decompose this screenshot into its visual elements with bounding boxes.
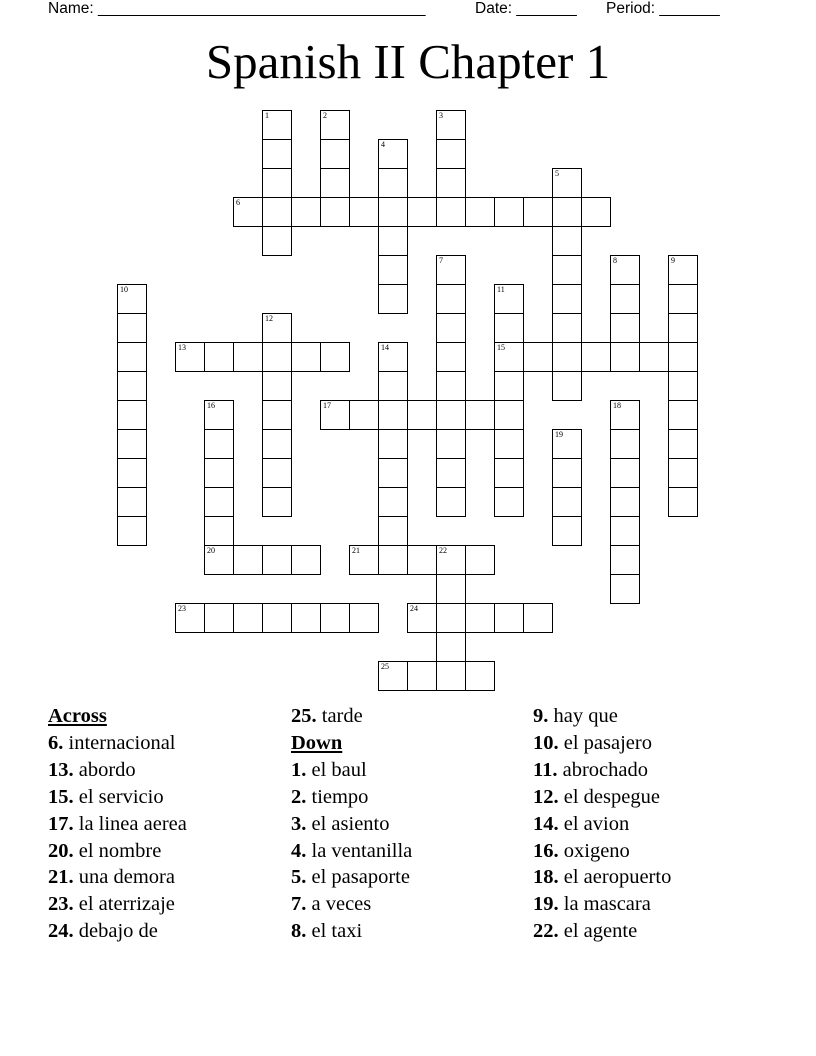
grid-cell[interactable] (668, 429, 698, 459)
grid-cell[interactable] (204, 516, 234, 546)
grid-cell[interactable] (262, 400, 292, 430)
grid-cell[interactable] (407, 400, 437, 430)
grid-cell[interactable] (117, 429, 147, 459)
grid-cell[interactable] (320, 342, 350, 372)
grid-cell[interactable] (378, 458, 408, 488)
grid-cell[interactable] (436, 545, 466, 575)
grid-cell[interactable] (523, 342, 553, 372)
clue-down-9: 9. hay que (533, 705, 618, 727)
clue-column-1 (48, 703, 288, 945)
grid-cell[interactable] (262, 458, 292, 488)
clue-down-14: 14. el avion (533, 812, 630, 835)
grid-cell[interactable] (494, 197, 524, 227)
clue-number: 23 (178, 604, 186, 613)
grid-cell[interactable] (233, 603, 263, 633)
clue-number: 11 (497, 285, 505, 294)
grid-cell[interactable] (668, 255, 698, 285)
grid-cell[interactable] (668, 313, 698, 343)
grid-cell[interactable] (552, 197, 582, 227)
clue-down-11: 11. abrochado (533, 758, 648, 781)
grid-cell[interactable] (378, 371, 408, 401)
clue-down-10: 10. el pasajero (533, 731, 652, 754)
clue-number: 10 (120, 285, 128, 294)
clue-down-1: 1. el baul (291, 758, 367, 781)
grid-cell[interactable] (610, 255, 640, 285)
grid-cell[interactable] (349, 603, 379, 633)
clue-number: 16 (207, 401, 215, 410)
grid-cell[interactable] (494, 603, 524, 633)
clue-number: 6 (236, 198, 240, 207)
grid-cell[interactable] (204, 429, 234, 459)
clue-number: 15 (497, 343, 505, 352)
grid-cell[interactable] (262, 342, 292, 372)
grid-cell[interactable] (436, 661, 466, 691)
grid-cell[interactable] (494, 429, 524, 459)
grid-cell[interactable] (378, 226, 408, 256)
clue-number: 12 (265, 314, 273, 323)
grid-cell[interactable] (378, 545, 408, 575)
clue-across-6: 6. internacional (48, 731, 176, 754)
clue-down-18: 18. el aeropuerto (533, 866, 672, 889)
grid-cell[interactable] (465, 400, 495, 430)
grid-cell[interactable] (262, 168, 292, 198)
clue-down-7: 7. a veces (291, 893, 372, 916)
grid-cell[interactable] (668, 487, 698, 517)
grid-cell[interactable] (378, 400, 408, 430)
clue-number: 7 (439, 256, 443, 265)
grid-cell[interactable] (378, 284, 408, 314)
grid-cell[interactable] (610, 574, 640, 604)
grid-cell[interactable] (204, 400, 234, 430)
grid-cell[interactable] (262, 371, 292, 401)
grid-cell[interactable] (175, 603, 205, 633)
grid-cell[interactable] (233, 197, 263, 227)
grid-cell[interactable] (320, 168, 350, 198)
clue-across-13: 13. abordo (48, 758, 136, 781)
clue-across-15: 15. el servicio (48, 785, 164, 808)
grid-cell[interactable] (552, 516, 582, 546)
grid-cell[interactable] (436, 110, 466, 140)
grid-cell[interactable] (581, 342, 611, 372)
grid-cell[interactable] (320, 400, 350, 430)
grid-cell[interactable] (320, 110, 350, 140)
grid-cell[interactable] (291, 197, 321, 227)
grid-cell[interactable] (436, 574, 466, 604)
grid-cell[interactable] (523, 197, 553, 227)
grid-cell[interactable] (523, 603, 553, 633)
grid-cell[interactable] (465, 661, 495, 691)
grid-cell[interactable] (262, 313, 292, 343)
clue-number: 17 (323, 401, 331, 410)
grid-cell[interactable] (378, 487, 408, 517)
grid-cell[interactable] (465, 545, 495, 575)
grid-cell[interactable] (436, 632, 466, 662)
grid-cell[interactable] (610, 458, 640, 488)
grid-cell[interactable] (407, 661, 437, 691)
clue-number: 3 (439, 111, 443, 120)
grid-cell[interactable] (378, 516, 408, 546)
grid-cell[interactable] (668, 342, 698, 372)
grid-cell[interactable] (436, 400, 466, 430)
grid-cell[interactable] (262, 139, 292, 169)
clue-down-3: 3. el asiento (291, 812, 390, 835)
clue-across-25: 25. tarde (291, 705, 363, 727)
grid-cell[interactable] (610, 545, 640, 575)
clue-number: 14 (381, 343, 389, 352)
grid-cell[interactable] (378, 168, 408, 198)
grid-cell[interactable] (494, 342, 524, 372)
grid-cell[interactable] (233, 545, 263, 575)
grid-cell[interactable] (378, 429, 408, 459)
grid-cell[interactable] (204, 487, 234, 517)
clue-down-8: 8. el taxi (291, 920, 363, 943)
clue-number: 18 (613, 401, 621, 410)
clue-across-17: 17. la linea aerea (48, 812, 187, 835)
grid-cell[interactable] (436, 603, 466, 633)
grid-cell[interactable] (378, 342, 408, 372)
grid-cell[interactable] (233, 342, 263, 372)
grid-cell[interactable] (117, 400, 147, 430)
grid-cell[interactable] (552, 313, 582, 343)
clue-down-12: 12. el despegue (533, 785, 660, 808)
grid-cell[interactable] (291, 603, 321, 633)
grid-cell[interactable] (349, 400, 379, 430)
clue-number: 13 (178, 343, 186, 352)
grid-cell[interactable] (378, 139, 408, 169)
clue-down-16: 16. oxigeno (533, 839, 630, 862)
clue-number: 21 (352, 546, 360, 555)
grid-cell[interactable] (436, 197, 466, 227)
clue-number: 4 (381, 140, 385, 149)
grid-cell[interactable] (291, 342, 321, 372)
grid-cell[interactable] (407, 545, 437, 575)
grid-cell[interactable] (378, 197, 408, 227)
grid-cell[interactable] (262, 429, 292, 459)
clue-across-21: 21. una demora (48, 866, 175, 889)
grid-cell[interactable] (378, 661, 408, 691)
clue-across-20: 20. el nombre (48, 839, 162, 862)
grid-cell[interactable] (320, 139, 350, 169)
clue-down-4: 4. la ventanilla (291, 839, 413, 862)
grid-cell[interactable] (552, 458, 582, 488)
grid-cell[interactable] (668, 371, 698, 401)
grid-cell[interactable] (610, 313, 640, 343)
grid-cell[interactable] (610, 429, 640, 459)
grid-cell[interactable] (378, 255, 408, 285)
grid-cell[interactable] (494, 458, 524, 488)
grid-cell[interactable] (320, 197, 350, 227)
grid-cell[interactable] (494, 284, 524, 314)
grid-cell[interactable] (668, 284, 698, 314)
grid-cell[interactable] (349, 545, 379, 575)
clue-number: 24 (410, 604, 418, 613)
clue-across-24: 24. debajo de (48, 920, 158, 943)
grid-cell[interactable] (117, 284, 147, 314)
grid-cell[interactable] (204, 342, 234, 372)
grid-cell[interactable] (436, 487, 466, 517)
grid-cell[interactable] (349, 197, 379, 227)
grid-cell[interactable] (175, 342, 205, 372)
grid-cell[interactable] (436, 458, 466, 488)
grid-cell[interactable] (117, 516, 147, 546)
grid-cell[interactable] (436, 168, 466, 198)
grid-cell[interactable] (552, 255, 582, 285)
grid-cell[interactable] (262, 545, 292, 575)
page-title: Spanish II Chapter 1 (205, 34, 611, 89)
grid-cell[interactable] (610, 284, 640, 314)
grid-cell[interactable] (494, 313, 524, 343)
clue-down-5: 5. el pasaporte (291, 866, 410, 889)
clue-number: 25 (381, 662, 389, 671)
grid-cell[interactable] (436, 429, 466, 459)
grid-cell[interactable] (291, 545, 321, 575)
grid-cell[interactable] (436, 284, 466, 314)
grid-cell[interactable] (436, 371, 466, 401)
grid-cell[interactable] (494, 487, 524, 517)
grid-cell[interactable] (436, 342, 466, 372)
grid-cell[interactable] (117, 371, 147, 401)
down-heading: Down (291, 731, 343, 754)
clue-column-2 (291, 703, 531, 945)
clue-number: 22 (439, 546, 447, 555)
grid-cell[interactable] (117, 458, 147, 488)
clue-number: 19 (555, 430, 563, 439)
grid-cell[interactable] (610, 342, 640, 372)
clue-down-22: 22. el agente (533, 920, 638, 943)
grid-cell[interactable] (552, 168, 582, 198)
grid-cell[interactable] (552, 284, 582, 314)
grid-cell[interactable] (204, 458, 234, 488)
grid-cell[interactable] (262, 226, 292, 256)
grid-cell[interactable] (610, 487, 640, 517)
grid-cell[interactable] (117, 487, 147, 517)
clue-number: 8 (613, 256, 617, 265)
grid-cell[interactable] (552, 342, 582, 372)
grid-cell[interactable] (668, 458, 698, 488)
grid-cell[interactable] (494, 400, 524, 430)
name-field[interactable]: Name: ______________________________________ (48, 0, 426, 17)
clue-number: 20 (207, 546, 215, 555)
clue-number: 5 (555, 169, 559, 178)
grid-cell[interactable] (262, 603, 292, 633)
grid-cell[interactable] (262, 197, 292, 227)
grid-cell[interactable] (204, 545, 234, 575)
grid-cell[interactable] (494, 371, 524, 401)
grid-cell[interactable] (117, 342, 147, 372)
grid-cell[interactable] (552, 429, 582, 459)
clue-column-3 (533, 703, 773, 945)
clue-down-19: 19. la mascara (533, 893, 651, 916)
clue-across-23: 23. el aterrizaje (48, 893, 175, 916)
clue-number: 9 (671, 256, 675, 265)
grid-cell[interactable] (262, 110, 292, 140)
grid-cell[interactable] (465, 603, 495, 633)
grid-cell[interactable] (552, 226, 582, 256)
grid-cell[interactable] (610, 400, 640, 430)
clue-number: 1 (265, 111, 269, 120)
grid-cell[interactable] (436, 313, 466, 343)
grid-cell[interactable] (639, 342, 669, 372)
grid-cell[interactable] (668, 400, 698, 430)
grid-cell[interactable] (436, 255, 466, 285)
grid-cell[interactable] (117, 313, 147, 343)
date-field[interactable]: Date: _______ (475, 0, 577, 17)
period-field[interactable]: Period: _______ (606, 0, 720, 17)
grid-cell[interactable] (436, 139, 466, 169)
grid-cell[interactable] (581, 197, 611, 227)
grid-cell[interactable] (407, 197, 437, 227)
grid-cell[interactable] (407, 603, 437, 633)
grid-cell[interactable] (552, 487, 582, 517)
grid-cell[interactable] (465, 197, 495, 227)
grid-cell[interactable] (204, 603, 234, 633)
grid-cell[interactable] (552, 371, 582, 401)
grid-cell[interactable] (320, 603, 350, 633)
clue-down-2: 2. tiempo (291, 785, 369, 808)
grid-cell[interactable] (610, 516, 640, 546)
grid-cell[interactable] (262, 487, 292, 517)
clue-number: 2 (323, 111, 327, 120)
across-heading: Across (48, 705, 107, 727)
